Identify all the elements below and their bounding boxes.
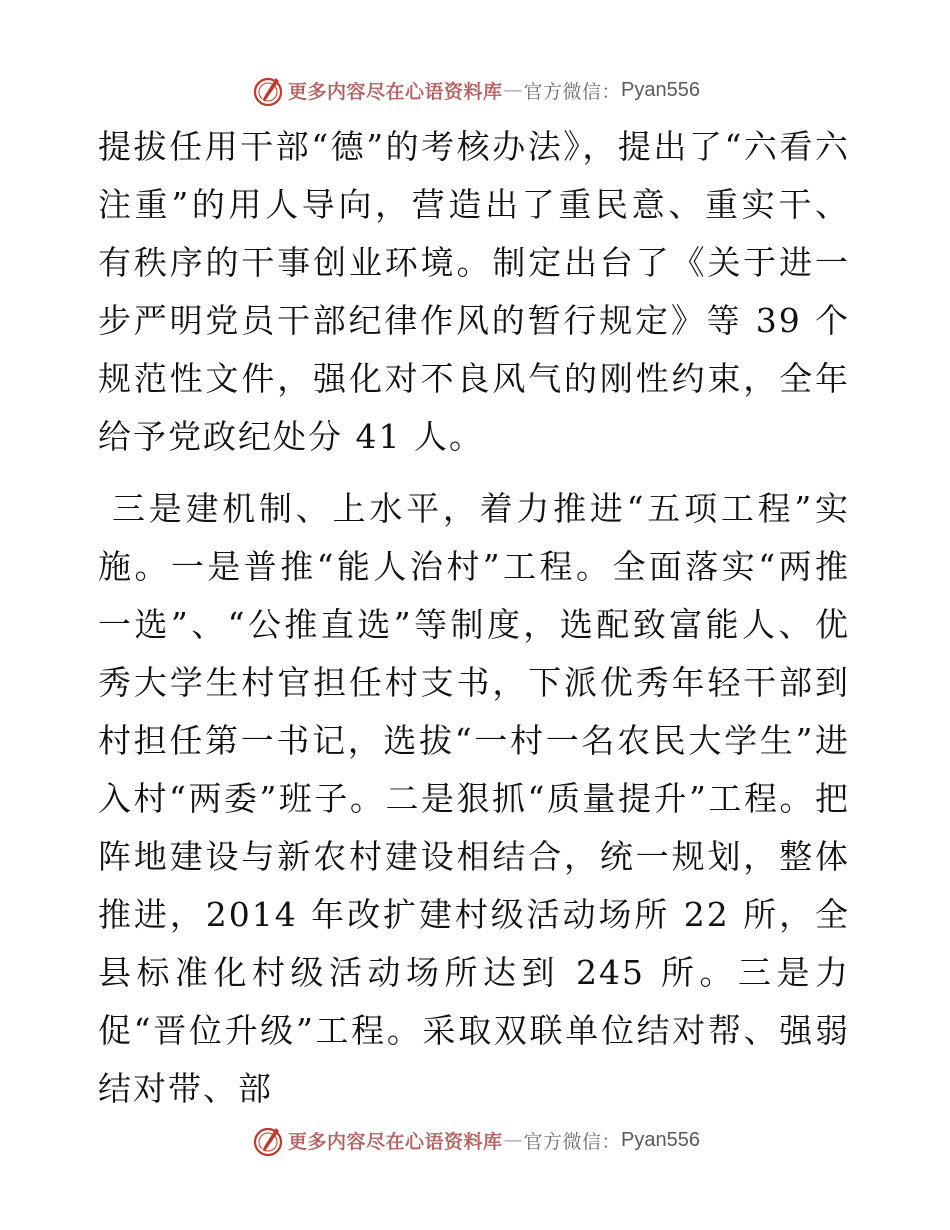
paragraph-1: 提拔任用干部“德”的考核办法》，提出了“六看六注重”的用人导向，营造出了重民意、重实干、有秩序的干事创业环境。制定出台了《关于进一步严明党员干部纪律作风的暂行规定》等 39 个规范性文件，强化对不良风气的刚性约束，全年给予党政纪处分 41 人。 [98, 127, 850, 456]
footer-dash: — [503, 1129, 523, 1151]
footer-wechat-id: Pyan556 [621, 1128, 700, 1151]
quill-pen-circle-icon [250, 1122, 286, 1158]
footer-site-text: 更多内容尽在心语资料库 [288, 1130, 503, 1153]
paragraph-2: 三是建机制、上水平，着力推进“五项工程”实施。一是普推“能人治村”工程。全面落实“两推一选”、“公推直选”等制度，选配致富能人、优秀大学生村官担任村支书，下派优秀年轻干部到村担任第一书记，选拔“一村一名农民大学生”进入村“两委”班子。二是狠抓“质量提升”工程。把阵地建设与新农村建设相结合，统一规划，整体推进，2014 年改扩建村级活动场所 22 所，全县标准化村级活动场所达到 245 所。三是力促“晋位升级”工程。采取双联单位结对帮、强弱结对带、部 [98, 489, 850, 1108]
quill-pen-circle-icon [250, 72, 286, 108]
footer-banner [0, 1122, 950, 1158]
header-official-text: 官方微信： [523, 80, 622, 103]
header-wechat-id: Pyan556 [621, 78, 700, 101]
header-dash: — [503, 79, 523, 101]
footer-official-text: 官方微信： [523, 1130, 622, 1153]
document-body [98, 118, 850, 1118]
header-banner [0, 72, 950, 108]
header-site-text: 更多内容尽在心语资料库 [288, 80, 503, 103]
